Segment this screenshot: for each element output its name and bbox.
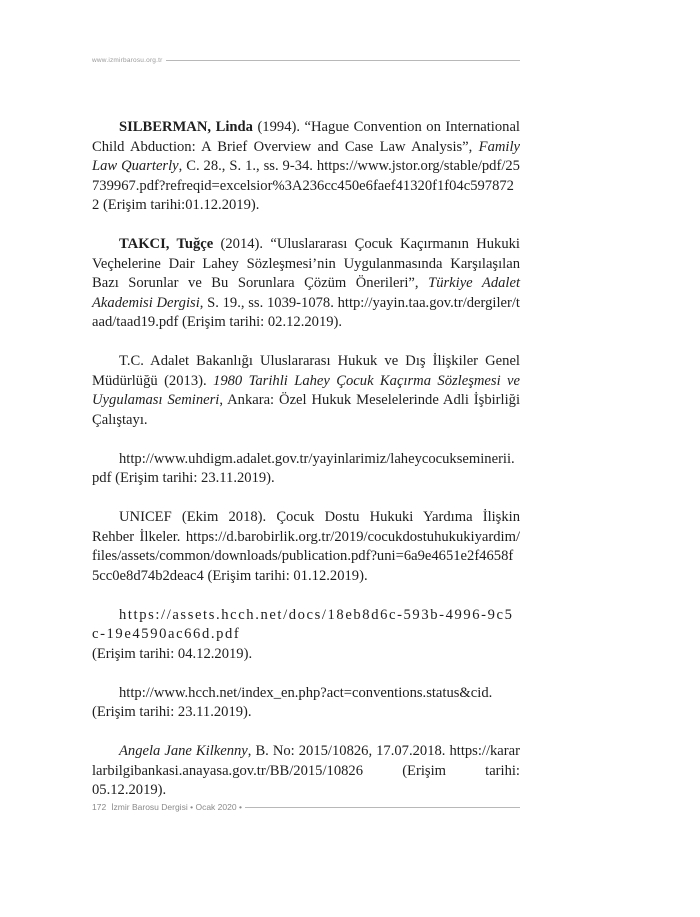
reference-entry: Angela Jane Kilkenny, B. No: 2015/10826, 17.07.2018. https://kararlarbilgibankasi.anayasa.gov.tr/BB/2015/10826 (Erişim tarihi: 05.12.2019). — [92, 743, 520, 798]
reference-entry — [92, 450, 520, 489]
issue-date: Ocak 2020 — [195, 802, 237, 812]
reference-author: TAKCI, Tuğçe — [119, 236, 214, 252]
reference-access-date: (Erişim tarihi: 23.11.2019). — [111, 470, 275, 486]
reference-case-name: Angela Jane Kilkenny — [119, 743, 248, 759]
reference-entry — [92, 684, 520, 723]
reference-journal: Türkiye Adalet Akademisi Dergisi — [92, 275, 520, 311]
reference-url[interactable]: http://yayin.taa.gov.tr/dergiler/taad/taad19.pdf — [92, 294, 520, 330]
reference-entry: TAKCI, Tuğçe (2014). “Uluslararası Çocuk Kaçırmanın Hukuki Veçhelerine Dair Lahey Sözleşmesi’nin Uygulanmasında Karşılaşılan Bazı Sorunlar ve Bu Sorunlara Çözüm Önerileri”, Türkiye Adalet Akademisi Dergisi, S. 19., ss. 1039-1078. http://yayin.taa.gov.tr/dergiler/taad/taad19.pdf (Erişim tarihi: 02.12.2019). — [92, 236, 520, 330]
reference-access-date: (Erişim tarihi:01.12.2019). — [99, 197, 260, 213]
reference-access-date: (Erişim tarihi: 02.12.2019). — [178, 314, 343, 330]
bibliography — [92, 118, 520, 820]
reference-access-date: (Erişim tarihi: 05.12.2019). — [92, 762, 520, 798]
header-website: www.izmirbarosu.org.tr — [92, 56, 163, 64]
reference-access-date: (Erişim tarihi: 04.12.2019). — [92, 645, 253, 662]
reference-url[interactable]: https://www.jstor.org/stable/pdf/25739967.pdf?refreqid=excelsior%3A236cc450e6faef41320f1f04c5978722 — [92, 158, 520, 213]
reference-url[interactable]: https://assets.hcch.net/docs/18eb8d6c-593b-4996-9c5c-19e4590ac66d.pdf — [92, 606, 514, 642]
reference-access-date: (Erişim tarihi: 23.11.2019). — [92, 704, 252, 720]
reference-entry: T.C. Adalet Bakanlığı Uluslararası Hukuk ve Dış İlişkiler Genel Müdürlüğü (2013). 1980 Tarihli Lahey Çocuk Kaçırma Sözleşmesi ve Uygulaması Semineri, Ankara: Özel Hukuk Meselelerinde Adli İşbirliği Çalıştayı. — [92, 353, 520, 428]
page-number: 172 — [92, 802, 107, 812]
reference-entry: UNICEF (Ekim 2018). Çocuk Dostu Hukuki Yardıma İlişkin Rehber İlkeler. https://d.barobirlik.org.tr/2019/cocukdostuhukukiyardim/files/assets/common/downloads/publication.pdf?uni=6a9e4651e2f4658f5cc0e8d74b2deac4 (Erişim tarihi: 01.12.2019). — [92, 509, 520, 584]
page-footer — [92, 801, 520, 813]
footer-separator: • — [190, 802, 194, 812]
reference-url[interactable]: https://d.barobirlik.org.tr/2019/cocukdostuhukukiyardim/files/assets/common/downloads/publication.pdf?uni=6a9e4651e2f4658f5cc0e8d74b2deac4 — [92, 528, 520, 584]
header-rule — [166, 60, 521, 61]
reference-author: SILBERMAN, Linda — [119, 119, 253, 135]
footer-end-bullet: • — [238, 802, 242, 812]
reference-entry: SILBERMAN, Linda (1994). “Hague Convention on International Child Abduction: A Brief Overview and Case Law Analysis”, Family Law Quarterly, C. 28., S. 1., ss. 9-34. https://www.jstor.org/stable/pdf/25739967.pdf?refreqid=excelsior%3A236cc450e6faef41320f1f04c5978722 (Erişim tarihi:01.12.2019). — [92, 119, 520, 213]
reference-journal: Family Law Quarterly — [92, 138, 520, 174]
reference-title: 1980 Tarihli Lahey Çocuk Kaçırma Sözleşmesi ve Uygulaması Semineri — [92, 372, 520, 408]
reference-entry — [92, 606, 520, 665]
reference-url[interactable]: https://kararlarbilgibankasi.anayasa.gov.tr/BB/2015/10826 — [92, 743, 520, 779]
reference-access-date: (Erişim tarihi: 01.12.2019). — [203, 567, 368, 584]
page-header — [92, 54, 520, 66]
reference-url[interactable]: http://www.hcch.net/index_en.php?act=conventions.status&cid. — [119, 684, 493, 701]
journal-name: İzmir Barosu Dergisi — [111, 802, 188, 812]
reference-url[interactable]: http://www.uhdigm.adalet.gov.tr/yayinlarimiz/laheycocukseminerii.pdf — [92, 450, 515, 486]
footer-rule — [245, 807, 520, 808]
